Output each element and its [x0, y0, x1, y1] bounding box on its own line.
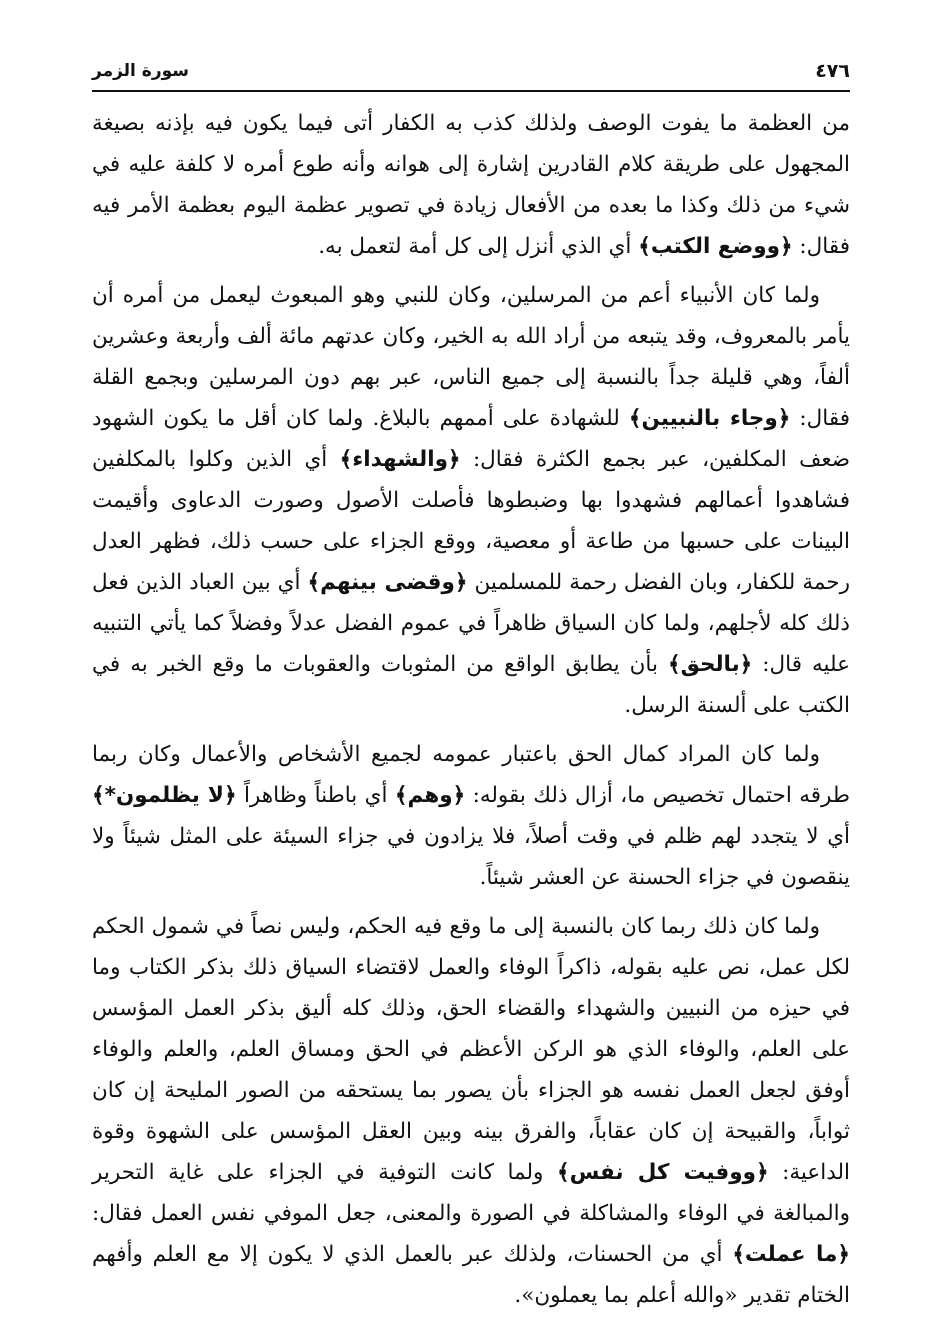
- paragraph-1: [92, 103, 850, 267]
- text-run: ولما كان المراد كمال الحق باعتبار عمومه لجميع الأشخاص والأعمال وكان ربما طرقه احتمال تخصيص ما، أزال ذلك بقوله:: [92, 742, 850, 808]
- text-run: أي لا يتجدد لهم ظلم في وقت أصلاً، فلا يزادون في جزاء السيئة على المثل شيئاً ولا ينقصون في جزاء الحسنة عن العشر شيئاً.: [92, 824, 850, 890]
- paragraph-2: [92, 275, 850, 726]
- text-run: للشهادة على أممهم بالبلاغ. ولما كان أقل ما يكون الشهود ضعف المكلفين، عبر بجمع الكثرة فقال:: [92, 406, 850, 472]
- header-divider: [92, 90, 850, 92]
- paragraph-4: [92, 906, 850, 1316]
- text-run: ولما كانت التوفية في الجزاء على غاية التحرير والمبالغة في الوفاء والمشاكلة في الصورة والمعنى، جعل الموفي نفس العمل فقال:: [92, 1160, 850, 1226]
- quran-quote: ﴿ما عملت﴾: [732, 1242, 851, 1267]
- text-run: أي باطناً وظاهراً: [236, 783, 395, 808]
- text-run: ولما كان ذلك ربما كان بالنسبة إلى ما وقع فيه الحكم، وليس نصاً في شمول الحكم لكل عمل، نص عليه بقوله، ذاكراً الوفاء والعمل لاقتضاء السياق ذلك بذكر الكتاب وما في حيزه من النبيين والشهداء والقضاء الحق، وذلك كله أليق بذكر العمل المؤسس على العلم، والوفاء الذي هو الركن الأعظم في الحق ومساق العلم، والعلم والوفاء أوفق لجعل العمل نفسه هو الجزاء بأن يصور بما يستحقه من الصور المليحة إن كان ثواباً، والقبيحة إن كان عقاباً، والفرق بينه وبين العقل المؤسس على الشهوة وقوة الداعية:: [92, 914, 851, 1185]
- text-run: أي الذي أنزل إلى كل أمة لتعمل به.: [318, 234, 639, 259]
- text-run: أي الذين وكلوا بالمكلفين فشاهدوا أعمالهم فشهدوا بها وضبطوها فأصلت الأصول وصورت الدعاوى وأقيمت البينات على حسبها من طاعة أو معصية، ووقع الجزاء على حسب ذلك، فظهر العدل رحمة للكفار، وبان الفضل رحمة للمسلمين: [92, 447, 850, 595]
- text-run: من العظمة ما يفوت الوصف ولذلك كذب به الكفار أتى فيما يكون فيه بإذنه بصيغة المجهول على طريقة كلام القادرين إشارة إلى هوانه وأنه طوع أمره لا كلفة عليه في شيء من ذلك وكذا ما بعده من الأفعال زيادة في تصوير عظمة اليوم بعظمة الأمر فيه فقال:: [92, 111, 850, 259]
- text-run: ولما كان الأنبياء أعم من المرسلين، وكان للنبي وهو المبعوث ليعمل من أمره أن يأمر بالمعروف، وقد يتبعه من أراد الله به الخير، وكان عدتهم مائة ألف وأربعة وعشرين ألفاً، وهي قليلة جداً بالنسبة إلى جميع الناس، عبر بهم دون المرسلين وبجمع القلة فقال:: [92, 283, 850, 431]
- quran-quote: ﴿وهم﴾: [394, 783, 466, 808]
- page-body: [92, 103, 850, 1324]
- paragraph-3: [92, 734, 850, 898]
- surah-title: سورة الزمر: [92, 61, 190, 81]
- quran-quote: ﴿وجاء بالنبيين﴾: [628, 406, 791, 431]
- text-run: أي بين العباد الذين فعل ذلك كله لأجلهم، ولما كان السياق ظاهراً في عموم الفضل عدلاً وفضلاً كما يأتي التنبيه عليه قال:: [92, 570, 850, 677]
- quran-quote: ﴿لا يظلمون*﴾: [92, 783, 237, 808]
- page-number: ٤٧٦: [815, 60, 850, 82]
- text-run: أي من الحسنات، ولذلك عبر بالعمل الذي لا يكون إلا مع العلم وأفهم الختام تقدير «والله أعلم بما يعملون».: [92, 1242, 850, 1308]
- quran-quote: ﴿ووضع الكتب﴾: [638, 234, 793, 259]
- page-header: [92, 58, 850, 86]
- quran-quote: ﴿ووفيت كل نفس﴾: [556, 1160, 769, 1185]
- text-run: بأن يطابق الواقع من المثوبات والعقوبات ما وقع الخبر به في الكتب على ألسنة الرسل.: [92, 652, 850, 718]
- quran-quote: ﴿وقضى بينهم﴾: [307, 570, 468, 595]
- quran-quote: ﴿والشهداء﴾: [339, 447, 461, 472]
- quran-quote: ﴿بالحق﴾: [667, 652, 753, 677]
